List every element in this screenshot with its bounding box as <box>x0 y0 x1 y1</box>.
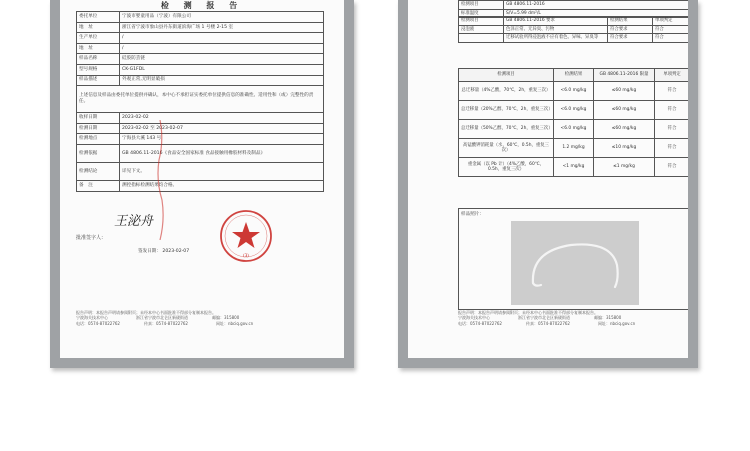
silicone-chain-image <box>511 221 639 305</box>
seam-seal-mark <box>156 120 166 240</box>
statement-row <box>77 86 324 113</box>
info-row: 地 址 / <box>77 43 324 54</box>
migration-results-table <box>458 68 688 177</box>
table-row: 总迁移量（4%乙酸，70℃，2h，重复三次） <6.0 mg/kg ≤60 mg/kg 符合 <box>459 82 689 101</box>
info-row: 备 注 测控指标检测结果均合格。 <box>77 180 324 191</box>
sample-photo-section <box>458 208 688 310</box>
info-row: 检测项目 GB 4806.11-2016 <box>459 1 689 10</box>
approver-signature: 王泌舟 <box>114 214 154 229</box>
sensory-table <box>458 16 688 43</box>
table-row: 重金属（以 Pb 计）（4%乙酸，60℃，0.5h，重复三次） <1 mg/kg ≤1 mg/kg 符合 <box>459 158 689 177</box>
right-footer: 报告声明：本报告声明请参阅附页；未经本中心书面批准不得部分复制本报告。 宁波海关技术中心 浙江省宁波市北仑区新碶街道 邮编：315800 电话：0574-87022762 传真：0574-87022762 网址：nbciq.gov.cn <box>458 310 636 326</box>
right-certificate-page <box>408 0 688 358</box>
table-row: 浸泡液 色泽正常、无异臭、污物 符合要求 符合 <box>459 25 689 34</box>
info-row: 型号规格 CK-G1FDL <box>77 64 324 75</box>
left-certificate-frame <box>50 0 354 368</box>
approver-label: 批准签字人： <box>76 235 107 241</box>
info-row: 地 址 浙江省宁波市象山县丹东街道滨海广场 1 号楼 2-15 室 <box>77 22 324 33</box>
info-row: 样品描述 外观正常,无明显破损 <box>77 75 324 86</box>
table-header: 检测项目 检测结果 GB 4806.11-2016 限量 单项判定 <box>459 69 689 82</box>
left-footer: 报告声明：本报告声明请参阅附页；未经本中心书面批准不得部分复制本报告。 宁波海关技术中心 浙江省宁波市北仑区新碶街道 邮编：315800 电话：0574-87022762 传真：0574-87022762 网址：nbciq.gov.cn <box>76 310 254 326</box>
right-certificate-frame <box>398 0 698 368</box>
issue-date: 签发日期： 2023-02-07 <box>138 249 190 254</box>
info-row: 检测地点 宁海县大溪 143 号 <box>77 134 324 145</box>
table-row: 总迁移量（20%乙醇，70℃，2h，重复三次） <6.0 mg/kg ≤60 mg/kg 符合 <box>459 101 689 120</box>
report-info-table <box>76 11 324 192</box>
table-row: 检测项目 GB 4806.11-2016 要求 检测结果 单项判定 <box>459 17 689 26</box>
sample-photo-label: 样品照片： <box>461 212 484 217</box>
info-row: 委托单位 宁波市婴童用品（宁波）有限公司 <box>77 12 324 23</box>
sample-photo <box>511 221 639 305</box>
info-row: 检测依据 GB 4806.11-2016《食品安全国家标准 食品接触用橡胶材料及制品》 <box>77 144 324 162</box>
statement-text: 上述信息及样品由委托单位提供并确认，本中心不承担证实委托单位提供信息的准确性、适用性和（或）完整性的责任。 <box>77 86 324 113</box>
report-title: 检 测 报 告 <box>160 1 244 10</box>
signature-block <box>76 208 316 258</box>
info-row: 生产单位 / <box>77 33 324 44</box>
svg-text:(3): (3) <box>243 253 249 258</box>
table-row: 总迁移量（50%乙醇，70℃，2h，重复三次） <6.0 mg/kg ≤60 mg/kg 符合 <box>459 120 689 139</box>
official-seal-icon <box>218 208 274 264</box>
table-row: 高锰酸钾消耗量（水，60℃，0.5h，重复三次） 1.2 mg/kg ≤10 mg/kg 符合 <box>459 139 689 158</box>
table-row: 迁移试验所得浸泡液不应有着色、异味、异臭等 符合要求 符合 <box>459 34 689 43</box>
info-row: 样品名称 硅胶防丢链 <box>77 54 324 65</box>
info-row: 收样日期 2023-02-02 <box>77 113 324 124</box>
info-row: 标准温度 S/V=5.99 dm²/L <box>459 9 689 18</box>
info-row: 检测结论 详见下文。 <box>77 162 324 180</box>
left-certificate-page <box>60 0 344 358</box>
info-row: 检测日期 2023-02-02 至 2023-02-07 <box>77 123 324 134</box>
